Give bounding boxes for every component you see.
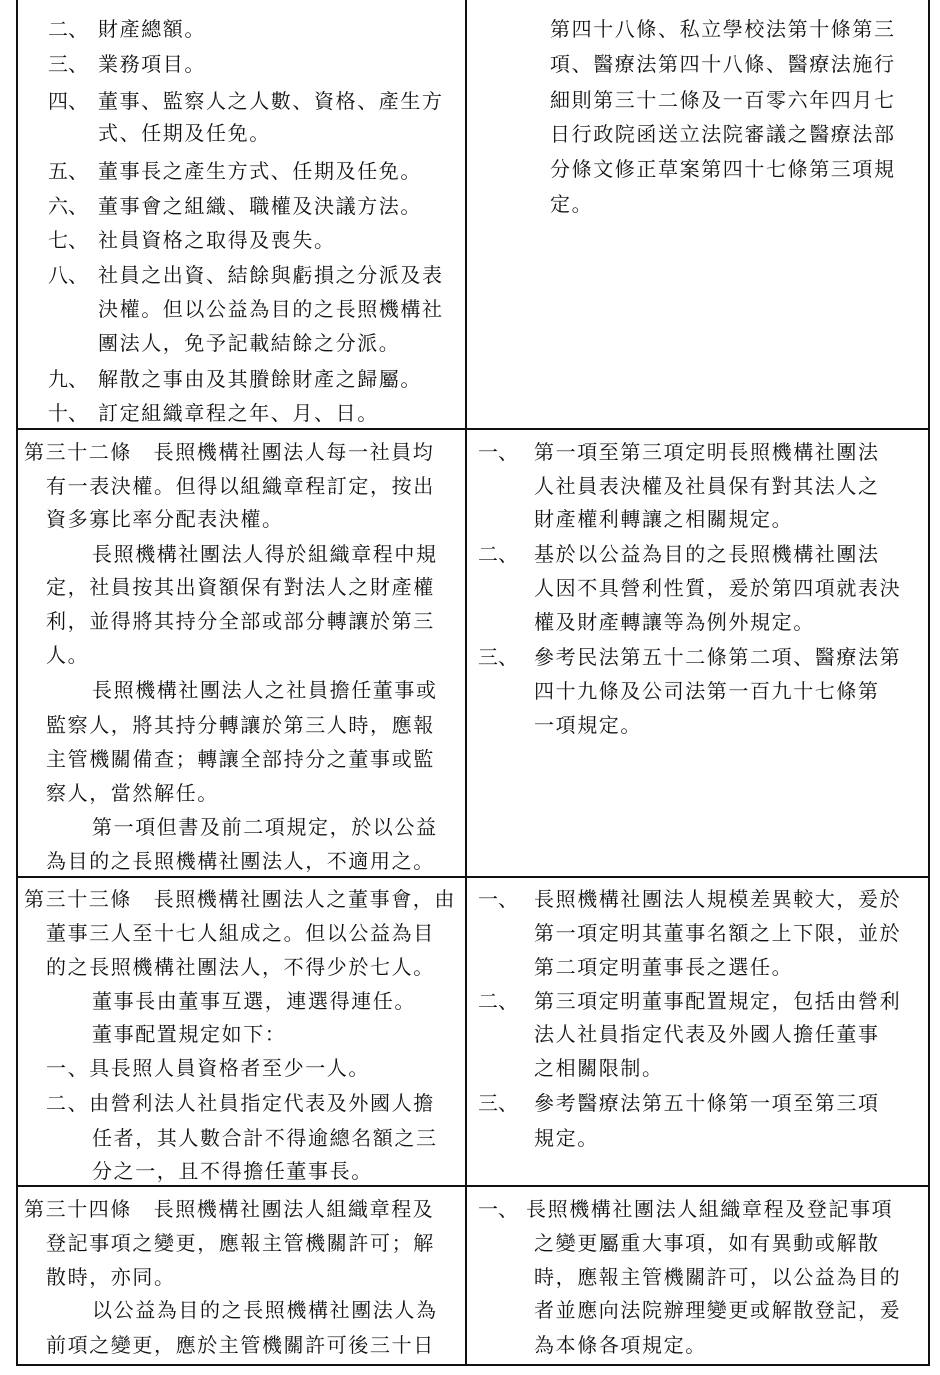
- explanation-text: 時，應報主管機關許可，以公益為目的: [534, 1265, 902, 1289]
- article-text: 散時，亦同。: [46, 1265, 176, 1289]
- article-text: 登記事項之變更，應報主管機關許可；解: [46, 1231, 435, 1255]
- item-marker: 一、: [478, 1197, 518, 1221]
- article-text: 為目的之長照機構社團法人，不適用之。: [46, 849, 435, 873]
- item-marker: 一、: [478, 887, 518, 911]
- article-text: 長照機構社團法人得於組織章程中規: [92, 542, 438, 566]
- explanation-text: 第四十八條、私立學校法第十條第三: [550, 17, 896, 41]
- article-item-text: 董事會之組織、職權及決議方法。: [98, 194, 422, 218]
- article-item-text: 決權。但以公益為目的之長照機構社: [98, 297, 444, 321]
- explanation-text: 第三項定明董事配置規定，包括由營利: [534, 989, 902, 1013]
- article-text: 利，並得將其持分全部或部分轉讓於第三: [46, 609, 435, 633]
- item-marker: 三、: [478, 645, 518, 669]
- item-marker: 九、: [48, 367, 88, 391]
- article-item-text: 團法人，免予記載結餘之分派。: [98, 331, 401, 355]
- explanation-text: 參考民法第五十二條第二項、醫療法第: [534, 645, 902, 669]
- item-marker: 二、: [478, 989, 518, 1013]
- item-marker: 二、: [478, 542, 518, 566]
- item-marker: 三、: [48, 52, 88, 76]
- article-text: 一、具長照人員資格者至少一人。: [46, 1056, 370, 1080]
- article-item-text: 董事、監察人之人數、資格、產生方: [98, 89, 444, 113]
- row-divider: [16, 428, 930, 430]
- item-marker: 五、: [48, 159, 88, 183]
- item-marker: 一、: [478, 440, 518, 464]
- item-marker: 十、: [48, 401, 88, 425]
- explanation-text: 為本條各項規定。: [534, 1333, 707, 1357]
- item-marker: 二、: [48, 17, 88, 41]
- article-text: 董事配置規定如下：: [92, 1022, 287, 1046]
- article-text: 分之一，且不得擔任董事長。: [92, 1159, 373, 1183]
- explanation-text: 第二項定明董事長之選任。: [534, 955, 794, 979]
- article-heading: 第三十二條 長照機構社團法人每一社員均: [24, 440, 435, 464]
- article-item-text: 式、任期及任免。: [98, 121, 271, 145]
- article-text: 資多寡比率分配表決權。: [46, 507, 284, 531]
- article-item-text: 社員之出資、結餘與虧損之分派及表: [98, 263, 444, 287]
- explanation-text: 分條文修正草案第四十七條第三項規: [550, 157, 896, 181]
- article-text: 人。: [46, 643, 90, 667]
- row-divider: [16, 1185, 930, 1187]
- article-text: 前項之變更，應於主管機關許可後三十日: [46, 1333, 435, 1357]
- explanation-text: 項、醫療法第四十八條、醫療法施行: [550, 52, 896, 76]
- explanation-text: 之變更屬重大事項，如有異動或解散: [534, 1231, 880, 1255]
- item-marker: 七、: [48, 228, 88, 252]
- article-text: 二、由營利法人社員指定代表及外國人擔: [46, 1091, 435, 1115]
- article-item-text: 財產總額。: [98, 17, 206, 41]
- article-text: 的之長照機構社團法人，不得少於七人。: [46, 955, 435, 979]
- explanation-text: 第一項至第三項定明長照機構社團法: [534, 440, 880, 464]
- explanation-text: 基於以公益為目的之長照機構社團法: [534, 542, 880, 566]
- explanation-text: 規定。: [534, 1126, 599, 1150]
- explanation-text: 細則第三十二條及一百零六年四月七: [550, 88, 896, 112]
- explanation-text: 參考醫療法第五十條第一項至第三項: [534, 1091, 880, 1115]
- explanation-text: 定。: [550, 192, 594, 216]
- row-divider: [16, 876, 930, 878]
- explanation-text: 一項規定。: [534, 713, 642, 737]
- item-marker: 八、: [48, 263, 88, 287]
- item-marker: 三、: [478, 1091, 518, 1115]
- article-heading: 第三十四條 長照機構社團法人組織章程及: [24, 1197, 435, 1221]
- article-text: 任者，其人數合計不得逾總名額之三: [92, 1126, 438, 1150]
- article-text: 定，社員按其出資額保有對法人之財產權: [46, 575, 435, 599]
- explanation-text: 長照機構社團法人組織章程及登記事項: [526, 1197, 894, 1221]
- explanation-text: 人社員表決權及社員保有對其法人之: [534, 474, 880, 498]
- explanation-text: 人因不具營利性質，爰於第四項就表決: [534, 576, 902, 600]
- article-text: 監察人，將其持分轉讓於第三人時，應報: [46, 713, 435, 737]
- explanation-text: 日行政院函送立法院審議之醫療法部: [550, 122, 896, 146]
- article-text: 董事長由董事互選，連選得連任。: [92, 989, 416, 1013]
- column-divider: [465, 0, 467, 1366]
- article-text: 第一項但書及前二項規定，於以公益: [92, 815, 438, 839]
- article-item-text: 訂定組織章程之年、月、日。: [98, 401, 379, 425]
- article-text: 主管機關備查；轉讓全部持分之董事或監: [46, 747, 435, 771]
- article-heading: 第三十三條 長照機構社團法人之董事會，由: [24, 887, 456, 911]
- explanation-text: 第一項定明其董事名額之上下限，並於: [534, 921, 902, 945]
- item-marker: 六、: [48, 194, 88, 218]
- article-text: 以公益為目的之長照機構社團法人為: [92, 1298, 438, 1322]
- article-item-text: 董事長之產生方式、任期及任免。: [98, 159, 422, 183]
- explanation-text: 財產權利轉讓之相關規定。: [534, 507, 794, 531]
- item-marker: 四、: [48, 89, 88, 113]
- explanation-text: 四十九條及公司法第一百九十七條第: [534, 679, 880, 703]
- article-text: 有一表決權。但得以組織章程訂定，按出: [46, 474, 435, 498]
- explanation-text: 權及財產轉讓等為例外規定。: [534, 610, 815, 634]
- article-item-text: 社員資格之取得及喪失。: [98, 228, 336, 252]
- article-text: 察人，當然解任。: [46, 781, 219, 805]
- explanation-text: 長照機構社團法人規模差異較大，爰於: [534, 887, 902, 911]
- explanation-text: 者並應向法院辦理變更或解散登記，爰: [534, 1298, 902, 1322]
- explanation-text: 法人社員指定代表及外國人擔任董事: [534, 1022, 880, 1046]
- article-text: 董事三人至十七人組成之。但以公益為目: [46, 921, 435, 945]
- article-text: 長照機構社團法人之社員擔任董事或: [92, 678, 438, 702]
- article-item-text: 解散之事由及其賸餘財產之歸屬。: [98, 367, 422, 391]
- article-item-text: 業務項目。: [98, 52, 206, 76]
- explanation-text: 之相關限制。: [534, 1056, 664, 1080]
